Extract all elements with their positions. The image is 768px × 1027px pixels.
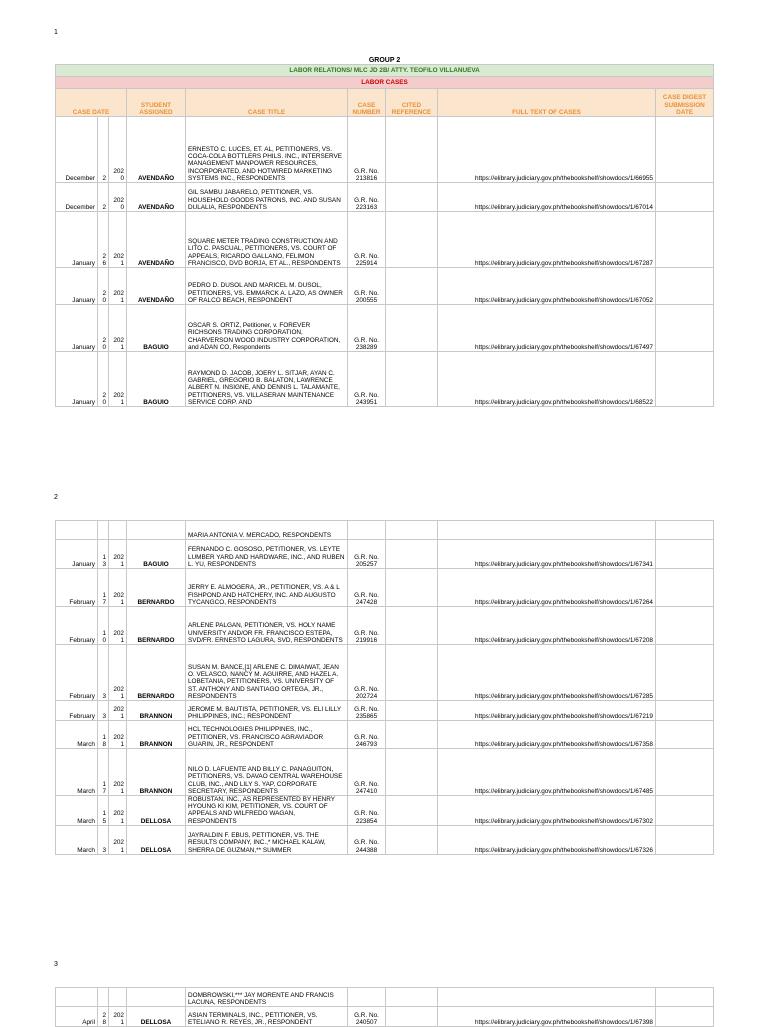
case-day: 2 8 xyxy=(98,1007,109,1027)
cited-reference xyxy=(386,569,438,607)
submission-date xyxy=(656,796,714,826)
case-title: ASIAN TERMINALS, INC., PETITIONER, VS. ETELIANO R. REYES, JR., RESPONDENT xyxy=(186,1007,348,1027)
student-assigned: BAGUIO xyxy=(127,540,186,569)
case-table xyxy=(55,520,714,855)
full-text-link[interactable]: https://elibrary.judiciary.gov.ph/thebookshelf/showdocs/1/67285 xyxy=(438,645,656,701)
case-year xyxy=(109,988,127,1007)
case-title: RAYMOND D. JACOB, JOERY L. SITJAR, AYAN C. GABRIEL, GREGORIO B. BALATON, LAWRENCE ALBERT N. INSIGNE, AND DENNIS L. TALAMANTE, PETITIONERS, VS. VILLASERAN MAINTENANCE SERVICE CORP. AND xyxy=(186,352,348,407)
full-text-link[interactable]: https://elibrary.judiciary.gov.ph/thebookshelf/showdocs/1/67014 xyxy=(438,183,656,212)
case-day: 2 6 xyxy=(98,212,109,268)
full-text-link[interactable]: https://elibrary.judiciary.gov.ph/thebookshelf/showdocs/1/68522 xyxy=(438,352,656,407)
case-year: 2021 xyxy=(109,749,127,796)
case-table xyxy=(55,987,714,1027)
table-row xyxy=(56,749,714,796)
case-title: SQUARE METER TRADING CONSTRUCTION AND LITO C. PASCUAL, PETITIONERS, VS. COURT OF APPEALS, RICARDO GALLANO, FELIMON FRANCISCO, DVD BORJA, ET AL., RESPONDENTS xyxy=(186,212,348,268)
case-month: March xyxy=(56,796,98,826)
column-header-student: STUDENT ASSIGNED xyxy=(127,89,186,117)
case-month xyxy=(56,988,98,1007)
case-month: February xyxy=(56,645,98,701)
case-number: G.R. No. 243951 xyxy=(348,352,386,407)
table-row xyxy=(56,607,714,645)
table-row xyxy=(56,796,714,826)
case-number: G.R. No. 247428 xyxy=(348,569,386,607)
student-assigned: DELLOSA xyxy=(127,796,186,826)
cited-reference xyxy=(386,796,438,826)
case-year: 2021 xyxy=(109,825,127,854)
case-month: January xyxy=(56,268,98,305)
submission-date xyxy=(656,569,714,607)
submission-date xyxy=(656,825,714,854)
case-title: NILO D. LAFUENTE AND BILLY C. PANAGUITON, PETITIONERS, VS. DAVAO CENTRAL WAREHOUSE CLUB, INC., AND LILY S. YAP, CORPORATE SECRETARY, RESPONDENTS xyxy=(186,749,348,796)
case-title: OSCAR S. ORTIZ, Petitioner, v. FOREVER RICHSONS TRADING CORPORATION, CHARVERSON WOOD INDUSTRY CORPORATION, and ADAN CO, Respondents xyxy=(186,305,348,352)
cited-reference xyxy=(386,352,438,407)
case-number: G.R. No. 247410 xyxy=(348,749,386,796)
case-month: March xyxy=(56,825,98,854)
case-number: G.R. No. 200555 xyxy=(348,268,386,305)
submission-date xyxy=(656,212,714,268)
case-title: PEDRO D. DUSOL AND MARICEL M. DUSOL, PETITIONERS, VS. EMMARCK A. LAZO, AS OWNER OF RALCO BEACH, RESPONDENT xyxy=(186,268,348,305)
submission-date xyxy=(656,268,714,305)
case-day: 1 0 xyxy=(98,607,109,645)
cited-reference xyxy=(386,212,438,268)
case-day xyxy=(98,521,109,540)
page-number: 1 xyxy=(54,29,58,36)
case-number: G.R. No. 225914 xyxy=(348,212,386,268)
case-month: March xyxy=(56,721,98,749)
page-number: 2 xyxy=(54,494,58,501)
case-month: December xyxy=(56,183,98,212)
case-title: MARIA ANTONIA V. MERCADO, RESPONDENTS xyxy=(186,521,348,540)
case-year: 2021 xyxy=(109,268,127,305)
case-day: 2 xyxy=(98,117,109,183)
case-year: 2021 xyxy=(109,701,127,721)
case-title: ARLENE PALGAN, PETITIONER, VS. HOLY NAME UNIVERSITY AND/OR FR. FRANCISCO ESTEPA, SVD/FR. ERNESTO LAGURA, SVD, RESPONDENTS xyxy=(186,607,348,645)
case-month: January xyxy=(56,305,98,352)
case-number: G.R. No. 246793 xyxy=(348,721,386,749)
full-text-link[interactable] xyxy=(438,521,656,540)
full-text-link[interactable]: https://elibrary.judiciary.gov.ph/thebookshelf/showdocs/1/67326 xyxy=(438,825,656,854)
case-day: 1 8 xyxy=(98,721,109,749)
subject-banner: LABOR RELATIONS/ MLC JD 2B/ ATTY. TEOFILO VILLANUEVA xyxy=(56,65,714,77)
case-number xyxy=(348,988,386,1007)
submission-date xyxy=(656,183,714,212)
student-assigned xyxy=(127,521,186,540)
case-number: G.R. No. 223163 xyxy=(348,183,386,212)
case-year: 2021 xyxy=(109,645,127,701)
case-month: February xyxy=(56,701,98,721)
cited-reference xyxy=(386,607,438,645)
group-title: GROUP 2 xyxy=(368,56,401,64)
submission-date xyxy=(656,540,714,569)
cited-reference xyxy=(386,305,438,352)
case-year: 2021 xyxy=(109,1007,127,1027)
student-assigned: DELLOSA xyxy=(127,825,186,854)
submission-date xyxy=(656,988,714,1007)
student-assigned: BRANNON xyxy=(127,701,186,721)
case-number: G.R. No. 205257 xyxy=(348,540,386,569)
table-row xyxy=(56,212,714,268)
table-row xyxy=(56,825,714,854)
student-assigned: AVENDAÑO xyxy=(127,183,186,212)
submission-date xyxy=(656,305,714,352)
student-assigned: BERNARDO xyxy=(127,645,186,701)
column-header-full-text: FULL TEXT OF CASES xyxy=(438,89,656,117)
case-day: 1 7 xyxy=(98,569,109,607)
case-month: January xyxy=(56,212,98,268)
table-row xyxy=(56,352,714,407)
table-row xyxy=(56,540,714,569)
case-day: 3 xyxy=(98,645,109,701)
case-title: GIL SAMBU JABARELO, PETITIONER, VS. HOUSEHOLD GOODS PATRONS, INC. AND SUSAN DULALIA, RESPONDENTS xyxy=(186,183,348,212)
case-day: 1 5 xyxy=(98,796,109,826)
cited-reference xyxy=(386,645,438,701)
table-row xyxy=(56,305,714,352)
full-text-link[interactable]: https://elibrary.judiciary.gov.ph/thebookshelf/showdocs/1/66955 xyxy=(438,117,656,183)
case-day: 3 xyxy=(98,701,109,721)
full-text-link[interactable]: https://elibrary.judiciary.gov.ph/thebookshelf/showdocs/1/67219 xyxy=(438,701,656,721)
table-row xyxy=(56,701,714,721)
full-text-link[interactable]: https://elibrary.judiciary.gov.ph/thebookshelf/showdocs/1/67358 xyxy=(438,721,656,749)
case-year: 2020 xyxy=(109,117,127,183)
cited-reference xyxy=(386,268,438,305)
case-title: DOMBROWSKI,*** JAY MORENTE AND FRANCIS LACUNA, RESPONDENTS xyxy=(186,988,348,1007)
full-text-link[interactable]: https://elibrary.judiciary.gov.ph/thebookshelf/showdocs/1/67302 xyxy=(438,796,656,826)
case-title: ERNESTO C. LUCES, ET. AL, PETITIONERS, VS. COCA-COLA BOTTLERS PHILS. INC., INTERSERVE MANAGEMENT MANPOWER RESOURCES, INCORPORATED, AND HOTWIRED MARKETING SYSTEMS INC., RESPONDENTS xyxy=(186,117,348,183)
case-number xyxy=(348,521,386,540)
full-text-link[interactable]: https://elibrary.judiciary.gov.ph/thebookshelf/showdocs/1/67287 xyxy=(438,212,656,268)
section-banner: LABOR CASES xyxy=(56,77,714,89)
cited-reference xyxy=(386,521,438,540)
case-title: JAYRALDIN F. EBUS, PETITIONER, VS. THE RESULTS COMPANY, INC.,* MICHAEL KALAW, SHERRA DE GUZMAN,** SUMMER xyxy=(186,825,348,854)
case-number: G.R. No. 223854 xyxy=(348,796,386,826)
case-month: February xyxy=(56,569,98,607)
full-text-link[interactable]: https://elibrary.judiciary.gov.ph/thebookshelf/showdocs/1/67208 xyxy=(438,607,656,645)
student-assigned: BERNARDO xyxy=(127,569,186,607)
table-row xyxy=(56,721,714,749)
cited-reference xyxy=(386,701,438,721)
case-day: 1 7 xyxy=(98,749,109,796)
case-year: 2021 xyxy=(109,212,127,268)
case-year: 2021 xyxy=(109,352,127,407)
case-year: 2021 xyxy=(109,305,127,352)
cited-reference xyxy=(386,825,438,854)
case-day: 2 0 xyxy=(98,305,109,352)
case-month: January xyxy=(56,352,98,407)
case-title: SUSAN M. BANCE,[1] ARLENE C. DIMAIWAT, JEAN O. VELASCO, NANCY M. AGUIRRE, AND HAZEL A. LOBETANIA, PETITIONERS, VS. UNIVERSITY OF ST. ANTHONY AND SANTIAGO ORTEGA, JR., RESPONDENTS xyxy=(186,645,348,701)
case-number: G.R. No. 202724 xyxy=(348,645,386,701)
column-header-case-title: CASE TITLE xyxy=(186,89,348,117)
case-month xyxy=(56,521,98,540)
case-day: 2 xyxy=(98,183,109,212)
submission-date xyxy=(656,749,714,796)
case-month: February xyxy=(56,607,98,645)
case-month: March xyxy=(56,749,98,796)
column-header-submission-date: CASE DIGEST SUBMISSION DATE xyxy=(656,89,714,117)
case-number: G.R. No. 238289 xyxy=(348,305,386,352)
student-assigned: BRANNON xyxy=(127,749,186,796)
table-row xyxy=(56,521,714,540)
case-day: 1 3 xyxy=(98,540,109,569)
full-text-link[interactable]: https://elibrary.judiciary.gov.ph/thebookshelf/showdocs/1/67264 xyxy=(438,569,656,607)
full-text-link[interactable]: https://elibrary.judiciary.gov.ph/thebookshelf/showdocs/1/67341 xyxy=(438,540,656,569)
student-assigned: BAGUIO xyxy=(127,305,186,352)
case-day: 2 0 xyxy=(98,268,109,305)
column-header-cited-reference: CITED REFERENCE xyxy=(386,89,438,117)
student-assigned: BRANNON xyxy=(127,721,186,749)
case-number: G.R. No. 219916 xyxy=(348,607,386,645)
case-month: April xyxy=(56,1007,98,1027)
student-assigned: BAGUIO xyxy=(127,352,186,407)
column-header-case-date: CASE DATE xyxy=(56,89,127,117)
case-day: 3 xyxy=(98,825,109,854)
case-number: G.R. No. 240507 xyxy=(348,1007,386,1027)
case-title: HCL TECHNOLOGIES PHILIPPINES, INC., PETITIONER, VS. FRANCISCO AGRAVIADOR GUARIN, JR., RESPONDENT xyxy=(186,721,348,749)
table-row xyxy=(56,988,714,1007)
cited-reference xyxy=(386,117,438,183)
student-assigned: AVENDAÑO xyxy=(127,117,186,183)
submission-date xyxy=(656,352,714,407)
case-table xyxy=(55,54,714,407)
column-header-case-number: CASE NUMBER xyxy=(348,89,386,117)
full-text-link[interactable]: https://elibrary.judiciary.gov.ph/thebookshelf/showdocs/1/67497 xyxy=(438,305,656,352)
table-row xyxy=(56,183,714,212)
case-year: 2021 xyxy=(109,721,127,749)
submission-date xyxy=(656,721,714,749)
cited-reference xyxy=(386,988,438,1007)
case-year: 2021 xyxy=(109,569,127,607)
submission-date xyxy=(656,607,714,645)
case-year xyxy=(109,521,127,540)
case-title: JEROME M. BAUTISTA, PETITIONER, VS. ELI LILLY PHILIPPINES, INC.; RESPONDENT xyxy=(186,701,348,721)
full-text-link[interactable] xyxy=(438,988,656,1007)
table-row xyxy=(56,645,714,701)
page-number: 3 xyxy=(54,961,58,968)
submission-date xyxy=(656,645,714,701)
case-year: 2020 xyxy=(109,183,127,212)
case-number: G.R. No. 213816 xyxy=(348,117,386,183)
case-number: G.R. No. 235865 xyxy=(348,701,386,721)
case-year: 2021 xyxy=(109,796,127,826)
cited-reference xyxy=(386,183,438,212)
case-month: January xyxy=(56,540,98,569)
full-text-link[interactable]: https://elibrary.judiciary.gov.ph/thebookshelf/showdocs/1/67052 xyxy=(438,268,656,305)
student-assigned: AVENDAÑO xyxy=(127,268,186,305)
student-assigned: DELLOSA xyxy=(127,1007,186,1027)
student-assigned: AVENDAÑO xyxy=(127,212,186,268)
cited-reference xyxy=(386,749,438,796)
table-row xyxy=(56,117,714,183)
case-title: ROBUSTAN, INC., AS REPRESENTED BY HENRY HYOUNG KI KIM, PETITIONER, VS. COURT OF APPEALS AND WILFREDO WAGAN, RESPONDENTS xyxy=(186,796,348,826)
case-month: December xyxy=(56,117,98,183)
case-year: 2021 xyxy=(109,540,127,569)
case-year: 2021 xyxy=(109,607,127,645)
case-title: JERRY E. ALMOGERA, JR., PETITIONER, VS. A & L FISHPOND AND HATCHERY, INC. AND AUGUSTO TYCANGCO, RESPONDENTS xyxy=(186,569,348,607)
case-day: 2 0 xyxy=(98,352,109,407)
case-day xyxy=(98,988,109,1007)
full-text-link[interactable]: https://elibrary.judiciary.gov.ph/thebookshelf/showdocs/1/67398 xyxy=(438,1007,656,1027)
case-number: G.R. No. 244388 xyxy=(348,825,386,854)
student-assigned xyxy=(127,988,186,1007)
cited-reference xyxy=(386,721,438,749)
case-title: FERNANDO C. GOSOSO, PETITIONER, VS. LEYTE LUMBER YARD AND HARDWARE, INC., AND RUBEN L. YU, RESPONDENTS xyxy=(186,540,348,569)
table-row xyxy=(56,569,714,607)
full-text-link[interactable]: https://elibrary.judiciary.gov.ph/thebookshelf/showdocs/1/67485 xyxy=(438,749,656,796)
student-assigned: BERNARDO xyxy=(127,607,186,645)
table-row xyxy=(56,268,714,305)
submission-date xyxy=(656,117,714,183)
submission-date xyxy=(656,701,714,721)
cited-reference xyxy=(386,540,438,569)
submission-date xyxy=(656,521,714,540)
